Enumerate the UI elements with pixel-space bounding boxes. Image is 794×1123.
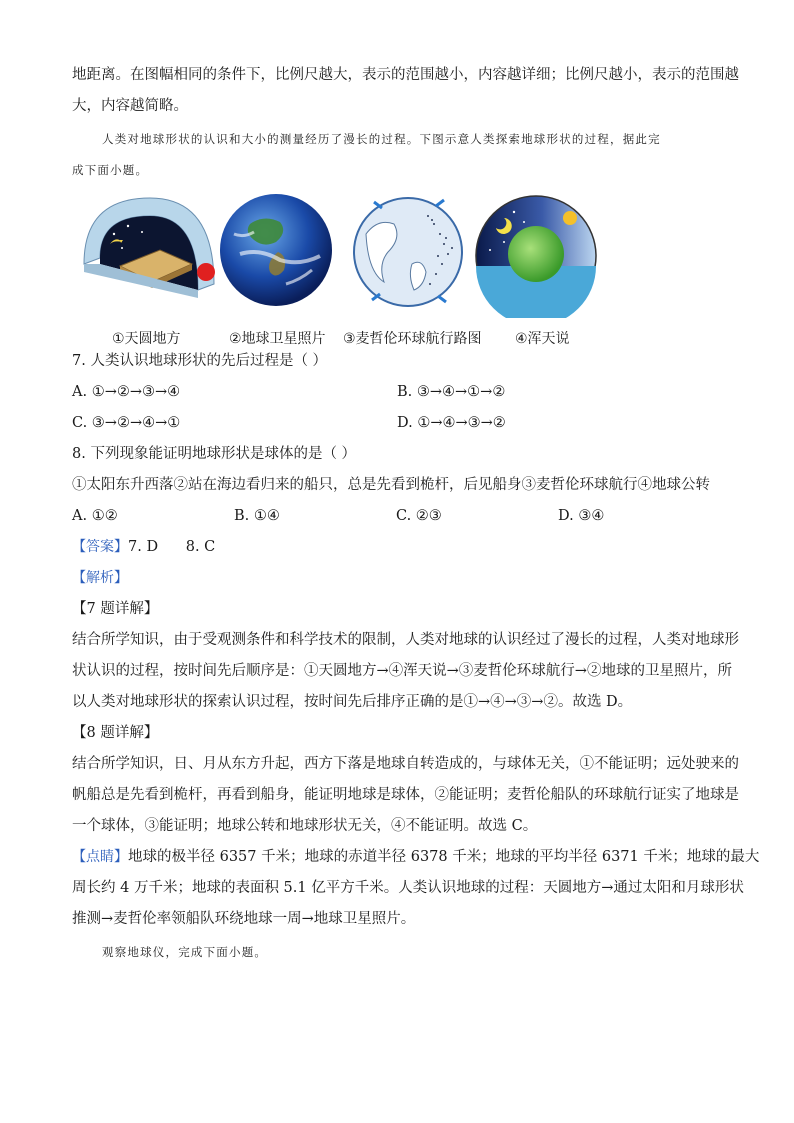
q7-options-row-1 [72,377,722,408]
q7-options-row-2 [72,408,722,439]
passage1-line-2: 成下面小题。 [72,163,149,177]
q7-stem: 7. 人类认识地球形状的先后过程是（ ） [72,353,328,369]
figure-tianyuan-difang [80,194,220,324]
figure-satellite-photo [220,194,360,324]
tip-label: 【点睛】 [72,849,128,865]
q8-option-d: D. ③④ [558,508,605,524]
figure-magellan-route [352,194,492,324]
detail8-line-1: 结合所学知识，日、月从东方升起，西方下落是地球自转造成的，与球体无关，①不能证明；远处驶来的 [72,756,739,772]
analysis-label: 【解析】 [72,570,128,586]
tip-line-1 [72,842,760,873]
q8-option-b: B. ①④ [234,508,280,524]
intro-line-1: 地距离。在图幅相同的条件下，比例尺越大，表示的范围越小，内容越详细；比例尺越小，表示的范围越 [72,67,739,83]
answer-text: 7. D 8. C [128,539,216,555]
detail8-line-3: 一个球体，③能证明；地球公转和地球形状无关，④不能证明。故选 C。 [72,818,538,834]
tip-line-2: 周长约 4 万千米；地球的表面积 5.1 亿平方千米。人类认识地球的过程：天圆地方→通过太阳和月球形状 [72,880,744,896]
caption-fig-2: ②地球卫星照片 [229,331,326,347]
figure-row [72,194,722,362]
q7-option-d: D. ①→④→③→② [397,415,506,431]
answer-line [72,532,722,563]
tip-text-1: 地球的极半径 6357 千米；地球的赤道半径 6378 千米；地球的平均半径 6371 千米；地球的最大 [128,849,760,865]
earth-globe-icon [220,194,360,314]
detail8-line-2: 帆船总是先看到桅杆，再看到船身，能证明地球是球体，②能证明；麦哲伦船队的环球航行证实了地球是 [72,787,739,803]
q8-stem: 8. 下列现象能证明地球形状是球体的是（ ） [72,446,357,462]
caption-fig-1: ①天圆地方 [112,331,181,347]
q8-option-a: A. ①② [72,508,118,524]
q8-option-c: C. ②③ [396,508,442,524]
figure-huntian [474,194,614,324]
caption-fig-4: ④浑天说 [515,331,570,347]
analysis-line [72,563,722,594]
q7-option-c: C. ③→②→④→① [72,415,181,431]
document-page [72,60,760,968]
intro-line-2: 大，内容越简略。 [72,98,188,114]
q8-options-row [72,501,722,532]
q8-statement: ①太阳东升西落②站在海边看归来的船只，总是先看到桅杆，后见船身③麦哲伦环球航行④地球公转 [72,477,710,493]
q7-option-b: B. ③→④→①→② [397,384,506,400]
answer-label: 【答案】 [72,539,128,555]
armillary-icon [474,194,598,318]
detail7-label: 【7 题详解】 [72,601,159,617]
q7-option-a: A. ①→②→③→④ [72,384,181,400]
detail8-label: 【8 题详解】 [72,725,159,741]
detail7-line-2: 状认识的过程，按时间先后顺序是：①天圆地方→④浑天说→③麦哲伦环球航行→②地球的卫星照片，所 [72,663,732,679]
world-route-icon [352,194,472,314]
passage1-line-1: 人类对地球形状的认识和大小的测量经历了漫长的过程。下图示意人类探索地球形状的过程，据此完 [102,132,661,146]
caption-fig-3: ③麦哲伦环球航行路图 [343,331,482,347]
tip-line-3: 推测→麦哲伦率领船队环绕地球一周→地球卫星照片。 [72,911,416,927]
dome-icon [80,194,220,314]
detail7-line-3: 以人类对地球形状的探索认识过程，按时间先后排序正确的是①→④→③→②。故选 D。 [72,694,633,710]
detail7-line-1: 结合所学知识，由于受观测条件和科学技术的限制，人类对地球的认识经过了漫长的过程，人类对地球形 [72,632,739,648]
passage2-line-1: 观察地球仪，完成下面小题。 [102,945,268,959]
